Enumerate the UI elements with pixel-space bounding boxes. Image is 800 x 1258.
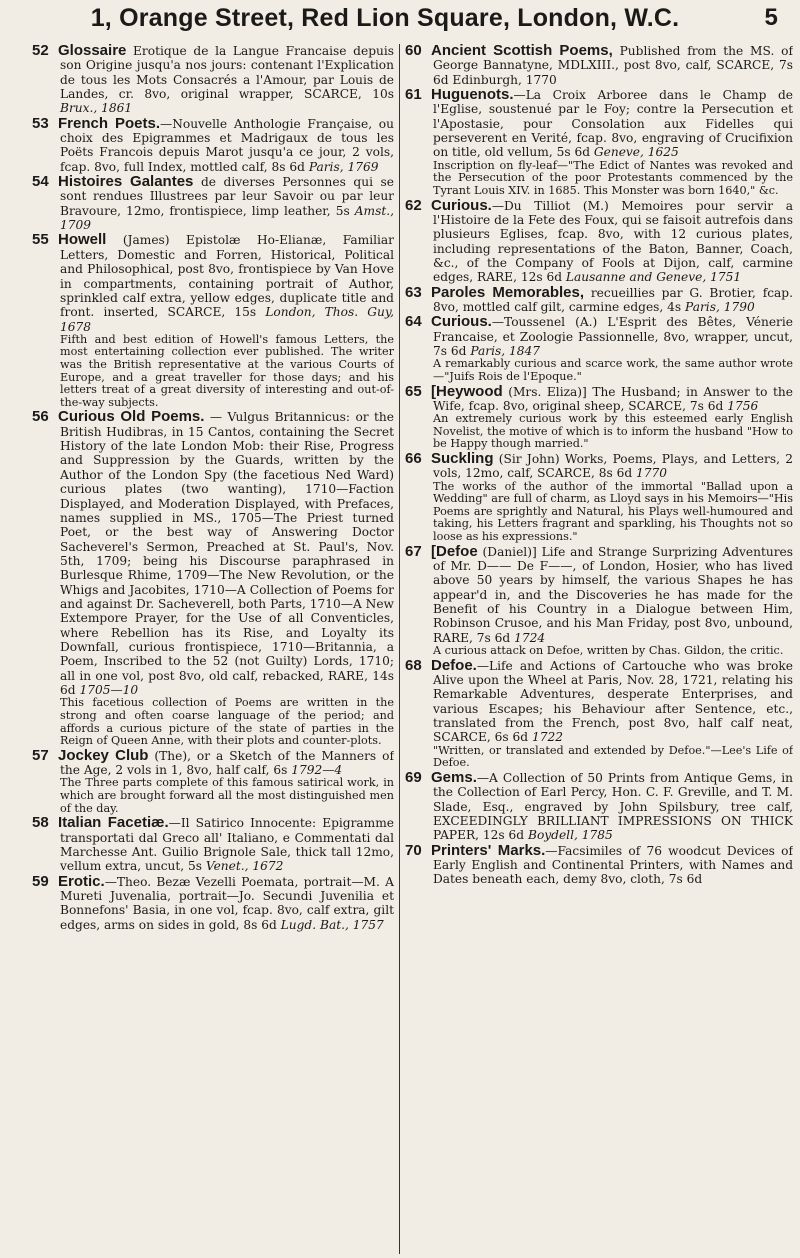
entry-body [405,315,793,358]
entry-body [32,410,394,697]
entry-body [405,196,793,285]
catalogue-entry [405,768,793,843]
page-number: 5 [764,4,778,31]
entry-number: 54 [32,173,49,191]
catalogue-entry [405,196,793,285]
entry-imprint: Lausanne and Geneve, 1751 [565,270,742,285]
catalogue-entry [32,233,394,409]
entry-description: —Facsimiles of 76 woodcut Devices of Early English and Continental Printers, with Names and Dates beneath each, demy 8vo, cloth, 7s 6d [433,843,793,887]
entry-title: [Defoe [431,542,478,560]
entry-imprint: Paris, 1769 [308,159,379,174]
entry-imprint: Amst., 1709 [60,203,394,233]
entry-description: (Sir John) Works, Poems, Plays, and Letters, 2 vols, 12mo, calf, SCARCE, 8s 6d [433,451,793,481]
entry-number: 59 [32,872,49,890]
catalogue-entry [405,283,793,315]
entry-title: Suckling [431,449,494,467]
catalogue-entry [405,315,793,383]
entry-body [405,768,793,843]
entry-imprint: 1724 [514,630,546,645]
column-divider [399,44,400,1254]
entry-description: —Il Satirico Innocente: Epigramme transportati dal Greco all' Italiano, e Commentati dal Marchesse Ant. Guilio Brignole Sale, thick tall 12mo, vellum extra, uncut, 5s [60,816,394,874]
right-column [405,44,793,1254]
entry-note: An extremely curious work by this esteemed early English Novelist, the motive of which is to inform the husband "How to be Happy though married." [433,412,793,451]
entry-imprint: Paris, 1790 [685,299,755,314]
entry-body [32,746,394,778]
bookseller-address: 1, Orange Street, Red Lion Square, London, W.C. [90,4,680,32]
entry-body [32,233,394,333]
entry-number: 65 [405,382,422,400]
entry-number: 57 [32,746,49,764]
entry-description: (Daniel)] Life and Strange Surprizing Adventures of Mr. D—— De F——, of London, Hosier, who has lived above 50 years by himself, the various Shapes he has appear'd in, and the Discoveries he has made for the Benefit of his Country in a Dialogue between Him, Robinson Crusoe, and his Man Friday, post 8vo, unbound, RARE, 7s 6d [433,544,793,645]
catalogue-entry [32,175,394,232]
entry-number: 67 [405,542,422,560]
entry-number: 70 [405,841,422,859]
entry-title: Howell [58,231,107,249]
catalogue-entry [405,449,793,544]
entry-title: French Poets. [58,114,160,132]
entry-number: 55 [32,231,49,249]
entry-imprint: Geneve, 1625 [593,145,679,160]
entry-title: Ancient Scottish Poems, [431,44,613,59]
entry-number: 60 [405,44,422,59]
entry-title: Glossaire [58,44,127,59]
entry-body [32,872,394,932]
entry-imprint: Venet., 1672 [205,859,284,874]
entry-imprint: 1756 [727,398,759,413]
entry-description: —La Croix Arboree dans le Champ de l'Eglise, soustenué par le Foy; contre la Persecution et l'Apostasie, pour Consolation aux Fidelles qui perseverent en Verité, fcap. 8vo, engraving of Crucifixion on title, old vellum, 5s 6d [433,88,793,160]
entry-title: Paroles Memorables, [431,283,585,301]
entry-title: Gems. [431,768,477,786]
catalogue-entry [32,872,394,932]
entry-title: Curious Old Poems. [58,408,205,426]
catalogue-entry [32,410,394,747]
entry-title: Curious. [431,313,492,331]
entry-title: Curious. [431,196,492,214]
entry-number: 69 [405,768,422,786]
entry-number: 62 [405,196,422,214]
entry-body [405,449,793,481]
entry-imprint: 1705—10 [79,682,139,697]
entry-body [32,44,394,116]
catalogue-entry [405,542,793,658]
entry-body [405,542,793,645]
entry-body [405,656,793,745]
catalogue-entry [32,44,394,116]
entry-note: Inscription on fly-leaf—"The Edict of Nantes was revoked and the Persecution of the poor Protestants commenced by the Tyrant Louis XIV. in 1685. This Monster was born 1640," &c. [433,158,793,197]
entry-number: 68 [405,656,422,674]
entry-number: 64 [405,313,422,331]
page-header [0,4,800,40]
catalogue-entry [405,88,793,198]
entry-description: Published from the MS. of George Bannatyne, MDLXIII., post 8vo, calf, SCARCE, 7s 6d Edinburgh, 1770 [433,44,793,87]
entry-imprint: Lugd. Bat., 1757 [280,917,384,932]
entry-title: [Heywood [431,382,503,400]
entry-imprint: 1770 [636,466,668,481]
entry-body [405,841,793,887]
catalogue-entry [32,114,394,174]
entry-body [405,283,793,315]
entry-body [405,88,793,160]
catalogue-entry [32,746,394,815]
entry-number: 66 [405,449,422,467]
entry-description: —A Collection of 50 Prints from Antique Gems, in the Collection of Earl Percy, Hon. C. F. Greville, and T. M. Slade, Esq., engraved by John Spilsbury, tree calf, EXCEEDINGLY BRILLIANT IMPRESSIONS ON THICK PAPER, 12s 6d [433,770,793,843]
entry-number: 63 [405,283,422,301]
entry-number: 61 [405,86,422,104]
entry-description: —Du Tilliot (M.) Memoires pour servir a l'Histoire de la Fete des Foux, qui se faisoit autrefois dans plusieurs Eglises, fcap. 8vo, with 12 curious plates, including representations of the Baton, Banner, Coach, &c., of the Company of Fools at Dijon, calf, carmine edges, RARE, 12s 6d [433,198,793,285]
entry-note: Fifth and best edition of Howell's famous Letters, the most entertaining collection ever published. The writer was the British representative at the various Courts of Europe, and a great traveller for those days; and his letters treat of a great diversity of interesting and out-of-the-way subjects. [60,332,394,409]
entry-body [32,114,394,174]
left-column [32,44,394,1254]
entry-description: Erotique de la Langue Francaise depuis son Origine jusqu'a nos jours: contenant l'Explication de tous les Mots Consacrés a l'Amour, par Louis de Landes, cr. 8vo, original wrapper, SCARCE, 10s [60,44,394,102]
entry-note: "Written, or translated and extended by Defoe."—Lee's Life of Defoe. [433,743,793,770]
catalogue-entry [405,44,793,87]
entry-title: Defoe. [431,656,477,674]
entry-description: —Theo. Bezæ Vezelli Poemata, portrait—M. A Mureti Juvenalia, portrait—Jo. Secundi Juvenilia et Bonnefons' Basia, in one vol, fcap. 8vo, calf extra, gilt edges, arms on sides in gold, 8s 6d [60,874,394,932]
entry-title: Printers' Marks. [431,841,546,859]
catalogue-entry [32,816,394,873]
entry-imprint: Brux., 1861 [60,101,133,116]
entry-description: recueillies par G. Brotier, fcap. 8vo, mottled calf gilt, carmine edges, 4s [433,285,793,314]
entry-description: de diverses Personnes qui se sont rendues Illustrees par leur Savoir ou par leur Bravoure, 12mo, frontispiece, limp leather, 5s [60,175,394,218]
entry-description: —Life and Actions of Cartouche who was broke Alive upon the Wheel at Paris, Nov. 28, 1721, relating his Remarkable Adventures, desperate Enterprises, and various Escapes; his Behaviour after Sentence, etc., translated from the French, post 8vo, half calf neat, SCARCE, 6s 6d [433,658,793,745]
entry-note: This facetious collection of Poems are written in the strong and often coarse language of the period; and affords a curious picture of the state of parties in the Reign of Queen Anne, with their plots and counter-plots. [60,696,394,748]
catalogue-entry [405,382,793,451]
entry-body [32,816,394,873]
entry-number: 52 [32,44,49,59]
entry-title: Huguenots. [431,86,514,104]
entry-imprint: London, Thos. Guy, 1678 [60,305,394,334]
entry-imprint: 1722 [531,730,563,745]
catalogue-entry [405,656,793,770]
entry-description: (The), or a Sketch of the Manners of the Age, 2 vols in 1, 8vo, half calf, 6s [60,748,394,778]
entry-body [32,175,394,232]
entry-note: A curious attack on Defoe, written by Chas. Gildon, the critic. [433,644,784,658]
entry-number: 53 [32,114,49,132]
entry-description: (Mrs. Eliza)] The Husband; in Answer to the Wife, fcap. 8vo, original sheep, SCARCE, 7s 6d [433,384,793,413]
entry-description: (James) Epistolæ Ho-Elianæ, Familiar Letters, Domestic and Forren, Historical, Political and Philosophical, post 8vo, frontispiece by Van Hove in compartments, containing portrait of Author, sprinkled calf extra, yellow edges, duplicate title and front. inserted, SCARCE, 15s [60,233,394,320]
entry-description: —Nouvelle Anthologie Française, ou choix des Epigrammes et Madrigaux de tous les Poëts Francois depuis Marot jusqu'a ce jour, 2 vols, fcap. 8vo, full Index, mottled calf, 8s 6d [60,116,394,174]
entry-imprint: 1792—4 [291,763,343,778]
entry-body [405,44,793,87]
entry-description: — Vulgus Britannicus: or the British Hudibras, in 15 Cantos, containing the Secret History of the late London Mob: their Rise, Progress and Suppression by the Guards, written by the Author of the London Spy (the facetious Ned Ward) curious plates (two wanting), 1710—Faction Displayed, and Moderation Displayed, with Prefaces, names supplied in MS., 1705—The Priest turned Poet, or the best way of Answering Doctor Sacheverel's Sermon, Preached at St. Paul's, Nov. 5th, 1709; being his Discourse paraphrased in Burlesque Rhime, 1709—The New Revolution, or the Whigs and Jacobites, 1710—A Collection of Poems for and against Dr. Sacheverell, both Parts, 1710—A New Extempore Prayer, for the Use of all Conventicles, where Rebellion has its Rise, and Loyalty its Downfall, curious frontispiece, 1710—Britannia, a Poem, Inscribed to the 52 (not Guilty) Lords, 1710; all in one vol, post 8vo, old calf, rebacked, RARE, 14s 6d [60,410,394,697]
entry-note: The Three parts complete of this famous satirical work, in which are brought forward all the most distinguished men of the day. [60,776,394,815]
entry-note: A remarkably curious and scarce work, the same author wrote—"Juifs Rois de l'Epoque." [433,357,793,383]
entry-title: Histoires Galantes [58,173,194,191]
entry-note: The works of the author of the immortal "Ballad upon a Wedding" are full of charm, as Lloyd says in his Memoirs—"His Poems are sprightly and Natural, his Plays well-humoured and taking, his Letters fragrant and sparkling, his Thoughts not so loose as his expressions." [433,479,793,544]
entry-body [405,382,793,414]
entry-title: Italian Facetiæ. [58,814,169,832]
entry-imprint: Paris, 1847 [470,343,540,358]
entry-imprint: Boydell, 1785 [527,828,613,843]
entry-number: 56 [32,408,49,426]
entry-title: Jockey Club [58,746,149,764]
entry-number: 58 [32,814,49,832]
catalogue-entry [405,841,793,887]
entry-description: —Toussenel (A.) L'Esprit des Bêtes, Vénerie Francaise, et Zoologie Passionnelle, 8vo, wrapper, uncut, 7s 6d [433,315,793,358]
entry-title: Erotic. [58,872,105,890]
